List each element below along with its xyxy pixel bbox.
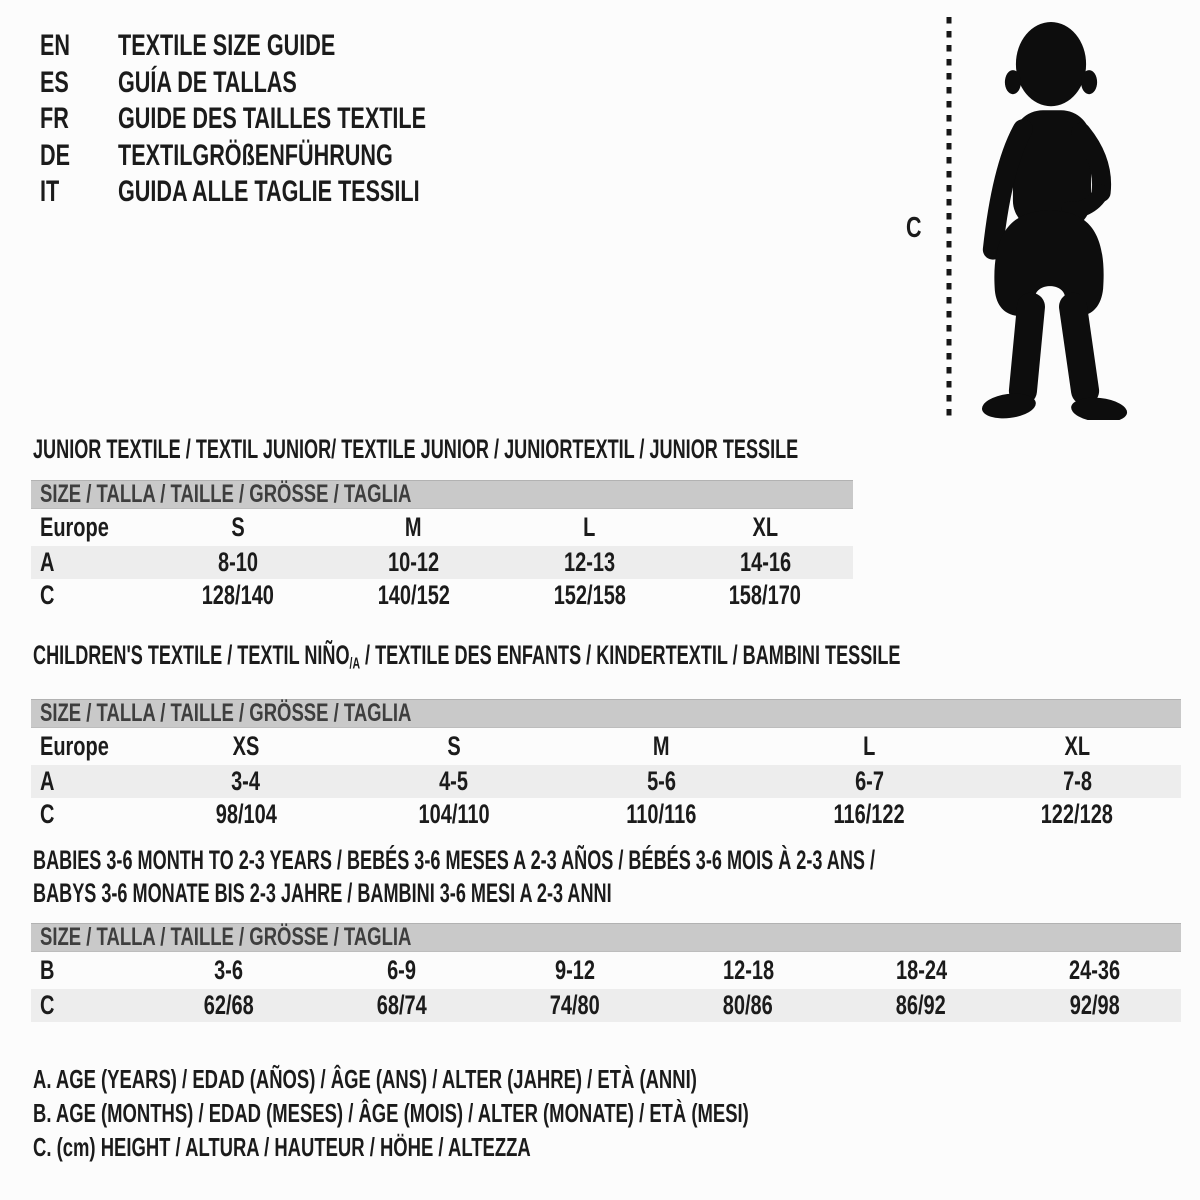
- cell-text: 12-13: [563, 547, 615, 577]
- section-title-part: JUNIOR TEXTILE / TEXTIL JUNIOR/ TEXTILE JUNIOR / JUNIORTEXTIL / JUNIOR TESSILE: [33, 434, 799, 464]
- table-cell: [150, 512, 326, 543]
- row-label-text: Europe: [40, 512, 109, 542]
- section-title-text: [33, 877, 612, 910]
- cell-text: XL: [752, 512, 778, 542]
- table-cell: [142, 990, 315, 1021]
- section-title-text: [33, 434, 798, 464]
- cell-text: S: [447, 730, 461, 761]
- row-label-text: B: [40, 955, 55, 985]
- table-cell: [142, 766, 350, 797]
- table-cell: [350, 731, 558, 762]
- toddler-silhouette-icon: [960, 14, 1142, 420]
- table-cell: [765, 731, 973, 762]
- size-table-header: [31, 923, 1181, 952]
- row-label-text: A: [40, 547, 55, 577]
- cell-text: 74/80: [549, 990, 600, 1020]
- table-cell: [488, 990, 661, 1021]
- table-row: [31, 765, 1181, 798]
- guide-title: GUIDE DES TAILLES TEXTILE: [118, 102, 427, 136]
- section-title-text: [33, 844, 875, 877]
- table-cell: [150, 547, 326, 578]
- row-label: [31, 955, 142, 986]
- table-cell: [1008, 955, 1181, 986]
- legend-line-a: A. AGE (YEARS) / EDAD (AÑOS) / ÂGE (ANS) / ALTER (JAHRE) / ETÀ (ANNI): [33, 1064, 697, 1094]
- table-cell: [677, 512, 853, 543]
- table-row: [31, 579, 853, 612]
- table-cell: [677, 580, 853, 611]
- cell-text: 10-12: [388, 547, 440, 577]
- cell-text: 158/170: [729, 580, 802, 610]
- table-cell: [558, 799, 766, 830]
- table-cell: [502, 580, 678, 611]
- size-table-section-babies: [31, 844, 1200, 1022]
- row-label: [31, 547, 150, 578]
- table-row: [31, 798, 1181, 831]
- cell-text: 7-8: [1062, 765, 1092, 796]
- cell-text: 12-18: [722, 955, 774, 985]
- table-cell: [973, 731, 1181, 762]
- table-cell: [973, 766, 1181, 797]
- size-header-text: SIZE / TALLA / TAILLE / GRÖSSE / TAGLIA: [40, 698, 412, 727]
- cell-text: 8-10: [217, 547, 258, 577]
- cell-text: 80/86: [723, 990, 774, 1020]
- section-title-part: BABIES 3-6 MONTH TO 2-3 YEARS / BEBÉS 3-6 MESES A 2-3 AÑOS / BÉBÉS 3-6 MOIS À 2-3 ANS /: [33, 845, 876, 875]
- table-cell: [973, 799, 1181, 830]
- cell-text: 3-6: [214, 955, 244, 985]
- table-cell: [558, 766, 766, 797]
- cell-text: L: [863, 730, 876, 761]
- table-cell: [142, 731, 350, 762]
- row-label: [31, 731, 142, 762]
- table-row: [31, 989, 1181, 1022]
- legend: [33, 1062, 1041, 1164]
- table-cell: [502, 512, 678, 543]
- table-cell: [350, 799, 558, 830]
- section-title-line: [33, 640, 1200, 680]
- table-row: [31, 952, 1181, 989]
- height-dotted-line: [944, 14, 954, 420]
- row-label: [31, 990, 142, 1021]
- cell-text: 68/74: [376, 990, 427, 1020]
- cell-text: 5-6: [647, 765, 676, 796]
- cell-text: L: [583, 512, 596, 542]
- row-label: [31, 580, 150, 611]
- section-title-text: [33, 640, 900, 680]
- cell-text: M: [405, 512, 422, 542]
- cell-text: 152/158: [553, 580, 626, 610]
- guide-title: GUIDA ALLE TAGLIE TESSILI: [118, 175, 420, 209]
- cell-text: 18-24: [895, 955, 947, 985]
- language-title-list: [40, 28, 546, 211]
- cell-text: 92/98: [1069, 990, 1120, 1020]
- section-title: [33, 844, 1200, 910]
- cell-text: 3-4: [231, 765, 261, 796]
- cell-text: S: [231, 512, 245, 542]
- table-row: [31, 546, 853, 579]
- row-label-text: C: [40, 990, 55, 1020]
- cell-text: XL: [1064, 730, 1090, 761]
- table-cell: [677, 547, 853, 578]
- row-label: [31, 799, 142, 830]
- row-label: [31, 512, 150, 543]
- section-title-part: / TEXTILE DES ENFANTS / KINDERTEXTIL / BAMBINI TESSILE: [360, 640, 901, 670]
- table-cell: [835, 955, 1008, 986]
- cell-text: M: [653, 730, 670, 761]
- cell-text: 24-36: [1068, 955, 1120, 985]
- language-code: DE: [40, 138, 71, 172]
- cell-text: 140/152: [377, 580, 450, 610]
- table-cell: [502, 547, 678, 578]
- table-cell: [1008, 990, 1181, 1021]
- cell-text: XS: [232, 730, 260, 761]
- cell-text: 86/92: [896, 990, 947, 1020]
- row-label-text: Europe: [40, 730, 109, 761]
- table-cell: [150, 580, 326, 611]
- table-cell: [835, 990, 1008, 1021]
- language-row: [40, 138, 546, 175]
- cell-text: 62/68: [203, 990, 254, 1020]
- size-table-section-children: [31, 640, 1200, 831]
- language-row: [40, 65, 546, 102]
- row-label-text: C: [40, 580, 55, 610]
- guide-title: TEXTILGRÖßENFÜHRUNG: [118, 138, 393, 172]
- cell-text: 9-12: [554, 955, 595, 985]
- table-cell: [350, 766, 558, 797]
- section-title-part: BABYS 3-6 MONATE BIS 2-3 JAHRE / BAMBINI 3-6 MESI A 2-3 ANNI: [33, 878, 612, 908]
- table-cell: [488, 955, 661, 986]
- cell-text: 104/110: [418, 798, 490, 829]
- size-table-children: [31, 699, 1181, 831]
- table-cell: [765, 799, 973, 830]
- cell-text: 98/104: [215, 798, 277, 829]
- table-cell: [326, 512, 502, 543]
- section-title-line: [33, 844, 1200, 877]
- table-cell: [326, 547, 502, 578]
- guide-title: GUÍA DE TALLAS: [118, 65, 297, 99]
- height-dimension-label: C: [906, 212, 922, 244]
- language-code: FR: [40, 102, 69, 136]
- row-label: [31, 766, 142, 797]
- language-code: IT: [40, 175, 60, 209]
- language-row: [40, 174, 546, 211]
- table-cell: [558, 731, 766, 762]
- section-title-part: /A: [349, 655, 361, 673]
- guide-title: TEXTILE SIZE GUIDE: [118, 29, 336, 63]
- cell-text: 14-16: [739, 547, 791, 577]
- size-header-text: SIZE / TALLA / TAILLE / GRÖSSE / TAGLIA: [40, 923, 412, 951]
- legend-line-c: C. (cm) HEIGHT / ALTURA / HAUTEUR / HÖHE / ALTEZZA: [33, 1132, 531, 1162]
- cell-text: 122/128: [1040, 798, 1114, 829]
- table-row: [31, 509, 853, 546]
- legend-line-b: B. AGE (MONTHS) / EDAD (MESES) / ÂGE (MOIS) / ALTER (MONATE) / ETÀ (MESI): [33, 1098, 749, 1128]
- section-title-line: [33, 877, 1200, 910]
- table-cell: [142, 799, 350, 830]
- language-row: [40, 101, 546, 138]
- cell-text: 6-9: [387, 955, 417, 985]
- language-row: [40, 28, 546, 65]
- size-table-header: [31, 699, 1181, 728]
- cell-text: 128/140: [201, 580, 274, 610]
- section-title-part: CHILDREN'S TEXTILE / TEXTIL NIÑO: [33, 640, 350, 670]
- cell-text: 110/116: [626, 798, 697, 829]
- cell-text: 6-7: [854, 765, 884, 796]
- row-label-text: A: [40, 765, 55, 796]
- row-label-text: C: [40, 798, 55, 829]
- table-cell: [765, 766, 973, 797]
- size-table-junior: [31, 480, 853, 612]
- cell-text: 116/122: [833, 798, 905, 829]
- size-header-text: SIZE / TALLA / TAILLE / GRÖSSE / TAGLIA: [40, 480, 412, 508]
- section-title-line: [33, 434, 1175, 464]
- language-code: ES: [40, 65, 69, 99]
- table-cell: [142, 955, 315, 986]
- table-cell: [315, 955, 488, 986]
- table-row: [31, 728, 1181, 765]
- table-cell: [315, 990, 488, 1021]
- size-table-babies: [31, 923, 1181, 1022]
- size-table-section-junior: [31, 434, 1175, 612]
- cell-text: 4-5: [439, 765, 469, 796]
- table-cell: [662, 990, 835, 1021]
- size-table-header: [31, 480, 853, 509]
- section-title: [33, 640, 1200, 680]
- section-title: [33, 434, 1175, 464]
- table-cell: [326, 580, 502, 611]
- language-code: EN: [40, 29, 71, 63]
- table-cell: [662, 955, 835, 986]
